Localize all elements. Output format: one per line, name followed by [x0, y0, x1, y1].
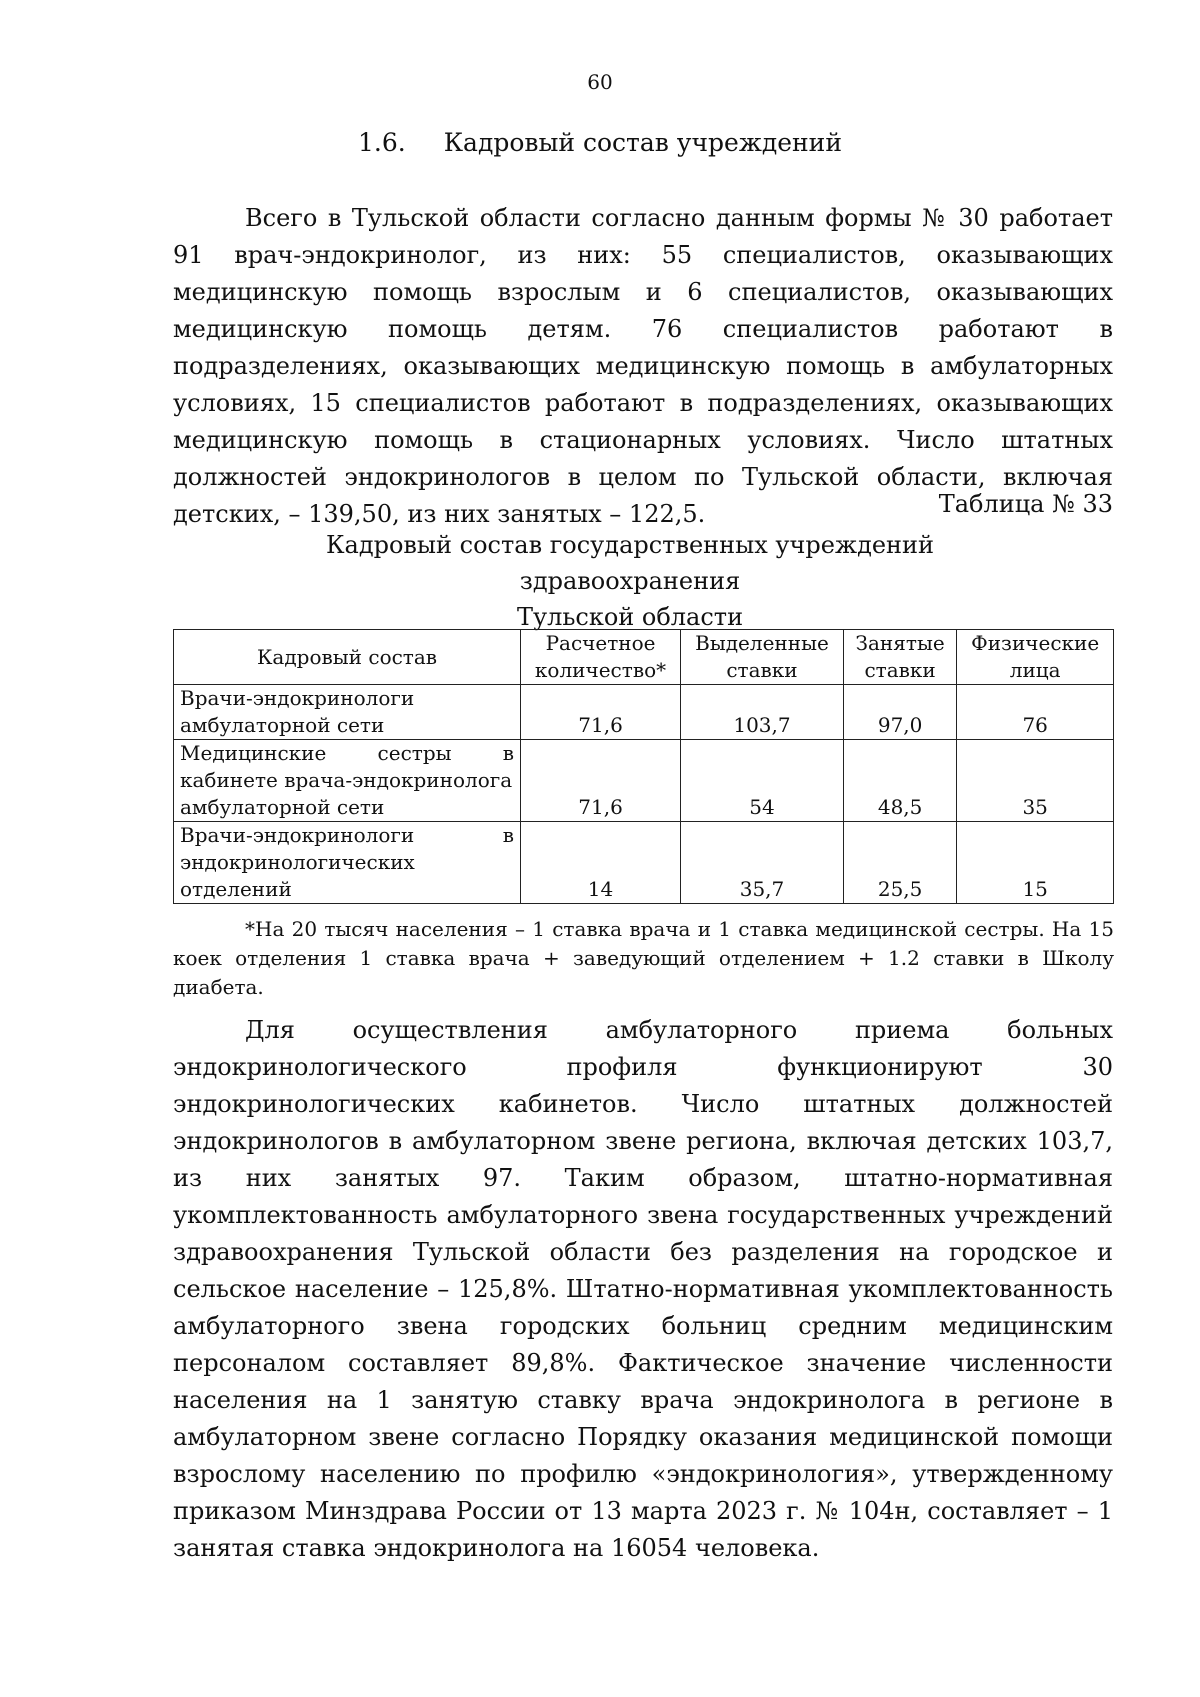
cell-persons: 35 — [957, 740, 1114, 822]
table-row — [174, 822, 1114, 904]
body-paragraph-1 — [173, 200, 1113, 533]
section-title: Кадровый состав учреждений — [443, 128, 843, 157]
page-number: 60 — [587, 70, 613, 94]
row-label-line: Врачи-эндокринологи — [180, 686, 415, 710]
row-label-word: Врачи-эндокринологи — [180, 823, 415, 847]
staff-table — [173, 629, 1114, 904]
table-number: Таблица № 33 — [938, 490, 1113, 518]
header-staff-category: Кадровый состав — [174, 630, 521, 685]
row-label-line: кабинете врача-эндокринолога — [180, 768, 513, 792]
row-label — [174, 822, 521, 904]
header-occupied-line-1: Занятые — [855, 631, 945, 655]
table-footnote — [173, 915, 1114, 1002]
section-number: 1.6. — [357, 128, 406, 157]
cell-allocated: 103,7 — [681, 685, 844, 740]
body-paragraph-2 — [173, 1012, 1113, 1567]
paragraph-text: Для осуществления амбулаторного приема больных эндокринологического профиля функционируют 30 эндокринологических кабинетов. Число штатных должностей эндокринологов в амбулаторном звене региона, включая детских 103,7, из них занятых 97. Таким образом, штатно-нормативная укомплектованность амбулаторного звена государственных учреждений здравоохранения Тульской области без разделения на городское и сельское население – 125,8%. Штатно-нормативная укомплектованность амбулаторного звена городских больниц средним медицинским персоналом составляет 89,8%. Фактическое значение численности населения на 1 занятую ставку врача эндокринолога в регионе в амбулаторном звене согласно Порядку оказания медицинской помощи взрослому населению по профилю «эндокринология», утвержденному приказом Минздрава России от 13 марта 2023 г. № 104н, составляет – 1 занятая ставка эндокринолога на 16054 человека. — [173, 1016, 1113, 1562]
row-label-line — [180, 740, 514, 767]
cell-calculated: 71,6 — [521, 740, 681, 822]
row-label-line: эндокринологических — [180, 850, 415, 874]
table-header-row — [174, 630, 1114, 685]
header-persons-line-2: лица — [1009, 658, 1061, 682]
row-label-line: амбулаторной сети — [180, 795, 385, 819]
header-persons — [957, 630, 1114, 685]
cell-occupied: 25,5 — [843, 822, 956, 904]
row-label-word: в — [502, 741, 514, 765]
table-row — [174, 740, 1114, 822]
table-caption — [250, 527, 1010, 635]
row-label-line: отделений — [180, 877, 292, 901]
section-heading — [0, 128, 1200, 157]
cell-occupied: 48,5 — [843, 740, 956, 822]
row-label-line: амбулаторной сети — [180, 713, 385, 737]
cell-occupied: 97,0 — [843, 685, 956, 740]
table-caption-line-2: Тульской области — [516, 603, 744, 631]
header-calculated-line-2: количество* — [534, 658, 667, 682]
header-occupied — [843, 630, 956, 685]
header-calculated — [521, 630, 681, 685]
row-label-word: сестры — [377, 741, 452, 765]
table-caption-line-1: Кадровый состав государственных учреждений здравоохранения — [325, 531, 935, 595]
cell-persons: 76 — [957, 685, 1114, 740]
cell-allocated: 35,7 — [681, 822, 844, 904]
cell-calculated: 71,6 — [521, 685, 681, 740]
cell-allocated: 54 — [681, 740, 844, 822]
row-label — [174, 740, 521, 822]
table-row — [174, 685, 1114, 740]
row-label-word: в — [502, 823, 514, 847]
header-calculated-line-1: Расчетное — [545, 631, 656, 655]
cell-calculated: 14 — [521, 822, 681, 904]
header-allocated-line-2: ставки — [726, 658, 798, 682]
paragraph-text: Всего в Тульской области согласно данным формы № 30 работает 91 врач-эндокринолог, из них: 55 специалистов, оказывающих медицинскую помощь взрослым и 6 специалистов, оказывающих медицинскую помощь детям. 76 специалистов работают в подразделениях, оказывающих медицинскую помощь в амбулаторных условиях, 15 специалистов работают в подразделениях, оказывающих медицинскую помощь в стационарных условиях. Число штатных должностей эндокринологов в целом по Тульской области, включая детских, – 139,50, из них занятых – 122,5. — [173, 204, 1113, 528]
header-persons-line-1: Физические — [971, 631, 1100, 655]
header-allocated — [681, 630, 844, 685]
header-allocated-line-1: Выделенные — [695, 631, 829, 655]
row-label-word: Медицинские — [180, 741, 327, 765]
footnote-text: *На 20 тысяч населения – 1 ставка врача и 1 ставка медицинской сестры. На 15 коек отделения 1 ставка врача + заведующий отделением + 1.2 ставки в Школу диабета. — [173, 917, 1114, 999]
header-occupied-line-2: ставки — [864, 658, 936, 682]
row-label-line — [180, 822, 514, 849]
cell-persons: 15 — [957, 822, 1114, 904]
row-label — [174, 685, 521, 740]
